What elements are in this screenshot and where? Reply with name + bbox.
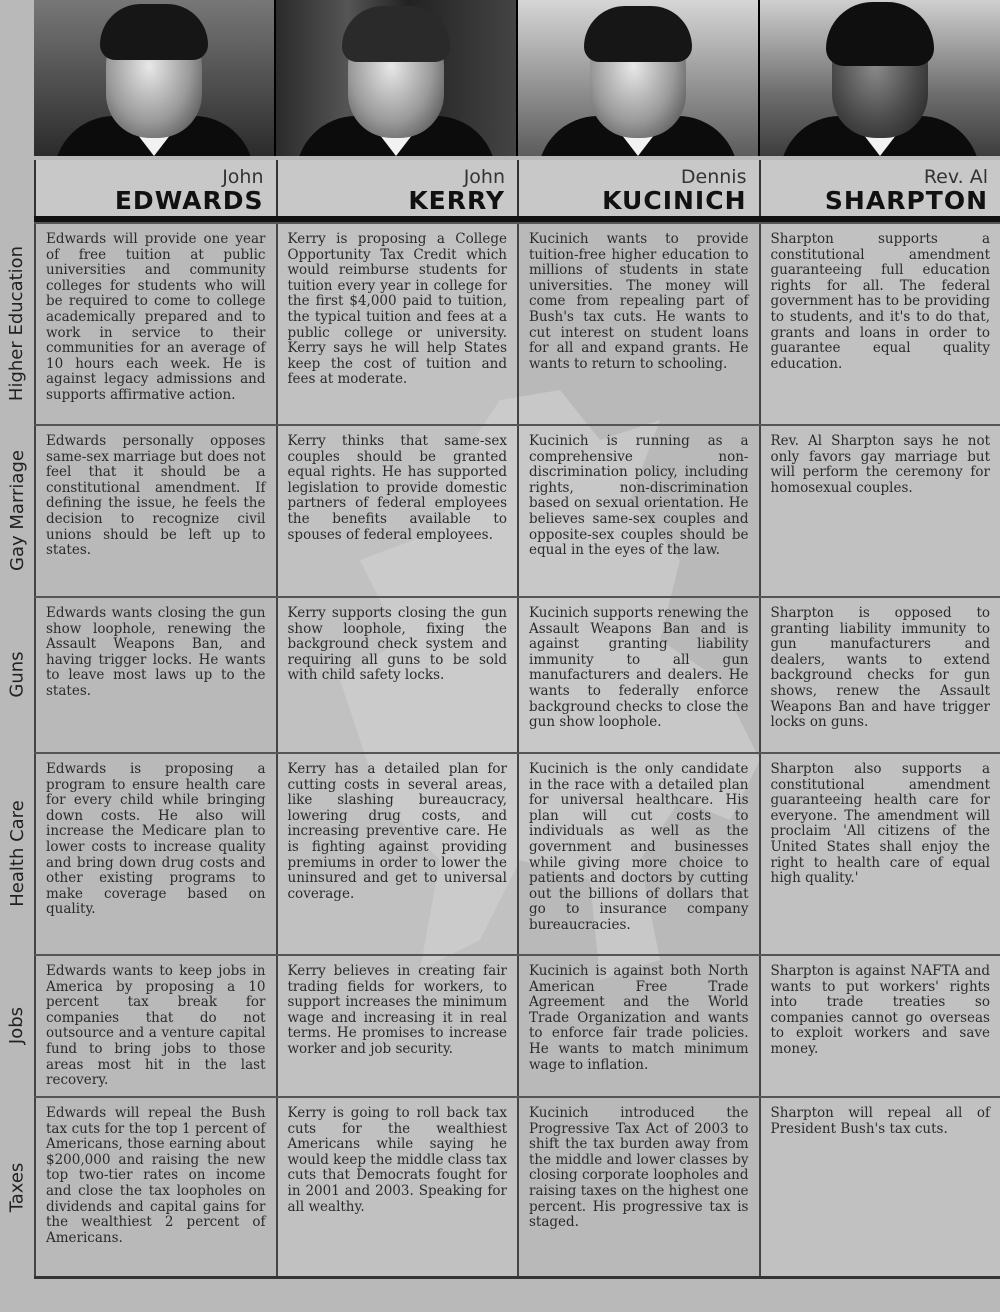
candidate-header-row <box>34 160 1000 216</box>
candidate-last-name: SHARPTON <box>824 186 988 215</box>
photo-edwards <box>34 0 276 156</box>
cell-kerry: Kerry is proposing a College Opportunity Tax Credit which would reimburse students for tuition every year in college for the first $4,000 paid to tuition, the typical tuition and fees at a public college or university. Kerry says he will help States keep the cost of tuition and fees at moderate. <box>276 224 518 424</box>
cell-kucinich: Kucinich supports renewing the Assault Weapons Ban and is against granting liability immunity to all gun manufacturers and dealers. He wants to federally enforce background checks to close the gun show loophole. <box>517 598 759 752</box>
header-kerry <box>276 160 518 216</box>
candidate-first-name: John <box>463 166 505 188</box>
cell-kucinich: Kucinich is the only candidate in the race with a detailed plan for universal healthcare. His plan will cut costs to individuals as well as the government and businesses while giving more choice to patients and doctors by cutting out the billions of dollars that go to insurance company bureaucracies. <box>517 754 759 954</box>
cell-edwards: Edwards wants to keep jobs in America by proposing a 10 percent tax break for companies that do not outsource and a venture capital fund to bring jobs to those areas most hit in the last recovery. <box>34 956 276 1096</box>
label-gay-marriage <box>0 424 34 596</box>
photo-kerry <box>276 0 518 156</box>
cell-edwards: Edwards wants closing the gun show loophole, renewing the Assault Weapons Ban, and having trigger locks. He wants to leave most laws up to the states. <box>34 598 276 752</box>
cell-kerry: Kerry supports closing the gun show loophole, fixing the background check system and requiring all guns to be sold with child safety locks. <box>276 598 518 752</box>
row-jobs <box>34 954 1000 1096</box>
row-guns <box>34 596 1000 752</box>
cell-sharpton: Sharpton will repeal all of President Bush's tax cuts. <box>759 1098 1000 1278</box>
cell-edwards: Edwards is proposing a program to ensure health care for every child while bringing down costs. He also will increase the Medicare plan to lower costs to increase quality and bring down drug costs and other existing programs to make coverage based on quality. <box>34 754 276 954</box>
photo-kucinich <box>518 0 760 156</box>
cell-kucinich: Kucinich wants to provide tuition-free higher education to millions of students in state universities. The money will come from repealing part of Bush's tax cuts. He wants to cut interest on student loans for all and expand grants. He wants to return to schooling. <box>517 224 759 424</box>
topic-label: Higher Education <box>6 245 28 401</box>
label-guns <box>0 596 34 752</box>
cell-kucinich: Kucinich introduced the Progressive Tax Act of 2003 to shift the tax burden away from the middle and lower classes by closing corporate loopholes and raising taxes on the highest one percent. His progressive tax is staged. <box>517 1098 759 1278</box>
candidate-photos <box>34 0 1000 156</box>
row-gay-marriage <box>34 424 1000 596</box>
cell-sharpton: Sharpton is opposed to granting liability immunity to gun manufacturers and dealers, wants to extend background checks for gun shows, renew the Assault Weapons Ban and have trigger locks on guns. <box>759 598 1000 752</box>
label-taxes <box>0 1096 34 1278</box>
cell-edwards: Edwards personally opposes same-sex marriage but does not feel that it should be a constitutional amendment. If defining the issue, he feels the decision to recognize civil unions should be left up to states. <box>34 426 276 596</box>
cell-kerry: Kerry thinks that same-sex couples should be granted equal rights. He has supported legislation to provide domestic partners of federal employees the benefits available to spouses of federal employees. <box>276 426 518 596</box>
cell-kerry: Kerry believes in creating fair trading fields for workers, to support increases the minimum wage and increasing it in real terms. He promises to increase worker and job security. <box>276 956 518 1096</box>
header-kucinich <box>517 160 759 216</box>
candidate-last-name: KERRY <box>408 186 505 215</box>
cell-kucinich: Kucinich is against both North American Free Trade Agreement and the World Trade Organization and wants to enforce fair trade policies. He wants to match minimum wage to inflation. <box>517 956 759 1096</box>
cell-sharpton: Rev. Al Sharpton says he not only favors gay marriage but will perform the ceremony for homosexual couples. <box>759 426 1000 596</box>
label-higher-education <box>0 222 34 424</box>
row-higher-education <box>34 222 1000 424</box>
header-sharpton <box>759 160 1000 216</box>
cell-kerry: Kerry is going to roll back tax cuts for the wealthiest Americans while saying he would keep the middle class tax cuts that Democrats fought for in 2001 and 2003. Speaking for all wealthy. <box>276 1098 518 1278</box>
topic-label: Jobs <box>6 1006 28 1044</box>
photo-sharpton <box>760 0 1000 156</box>
cell-sharpton: Sharpton supports a constitutional amendment guaranteeing full education rights for all. The federal government has to be providing to students, and it's to do that, grants and loans in order to guarantee equal quality education. <box>759 224 1000 424</box>
topic-label: Taxes <box>6 1162 28 1212</box>
cell-edwards: Edwards will repeal the Bush tax cuts for the top 1 percent of Americans, those earning about $200,000 and raising the new top two-tier rates on income and close the tax loopholes on dividends and capital gains for the wealthiest 2 percent of Americans. <box>34 1098 276 1278</box>
bottom-rule <box>34 1276 1000 1279</box>
topic-label: Gay Marriage <box>6 449 28 571</box>
topic-labels <box>0 222 34 1278</box>
topic-label: Health Care <box>6 799 28 907</box>
candidate-first-name: Rev. Al <box>923 166 988 188</box>
candidate-first-name: Dennis <box>680 166 747 188</box>
row-health-care <box>34 752 1000 954</box>
label-jobs <box>0 954 34 1096</box>
cell-sharpton: Sharpton also supports a constitutional amendment guaranteeing health care for everyone. The amendment will proclaim 'All citizens of the United States shall enjoy the right to health care of equal high quality.' <box>759 754 1000 954</box>
label-health-care <box>0 752 34 954</box>
cell-edwards: Edwards will provide one year of free tuition at public universities and community colleges for students who will be required to come to college academically prepared and to work in service to their communities for an average of 10 hours each week. He is against legacy admissions and supports affirmative action. <box>34 224 276 424</box>
candidate-last-name: EDWARDS <box>114 186 264 215</box>
candidate-first-name: John <box>222 166 264 188</box>
header-edwards <box>34 160 276 216</box>
topic-label: Guns <box>6 650 28 698</box>
candidate-last-name: KUCINICH <box>602 186 747 215</box>
cell-sharpton: Sharpton is against NAFTA and wants to put workers' rights into trade treaties so companies cannot go overseas to exploit workers and save money. <box>759 956 1000 1096</box>
row-taxes <box>34 1096 1000 1278</box>
cell-kucinich: Kucinich is running as a comprehensive non-discrimination policy, including rights, non-discrimination based on sexual orientation. He believes same-sex couples and opposite-sex couples should be equal in the eyes of the law. <box>517 426 759 596</box>
comparison-table <box>34 160 1000 1278</box>
cell-kerry: Kerry has a detailed plan for cutting costs in several areas, like slashing bureaucracy, lowering drug costs, and increasing preventive care. He is fighting against providing premiums in order to lower the uninsured and get to universal coverage. <box>276 754 518 954</box>
